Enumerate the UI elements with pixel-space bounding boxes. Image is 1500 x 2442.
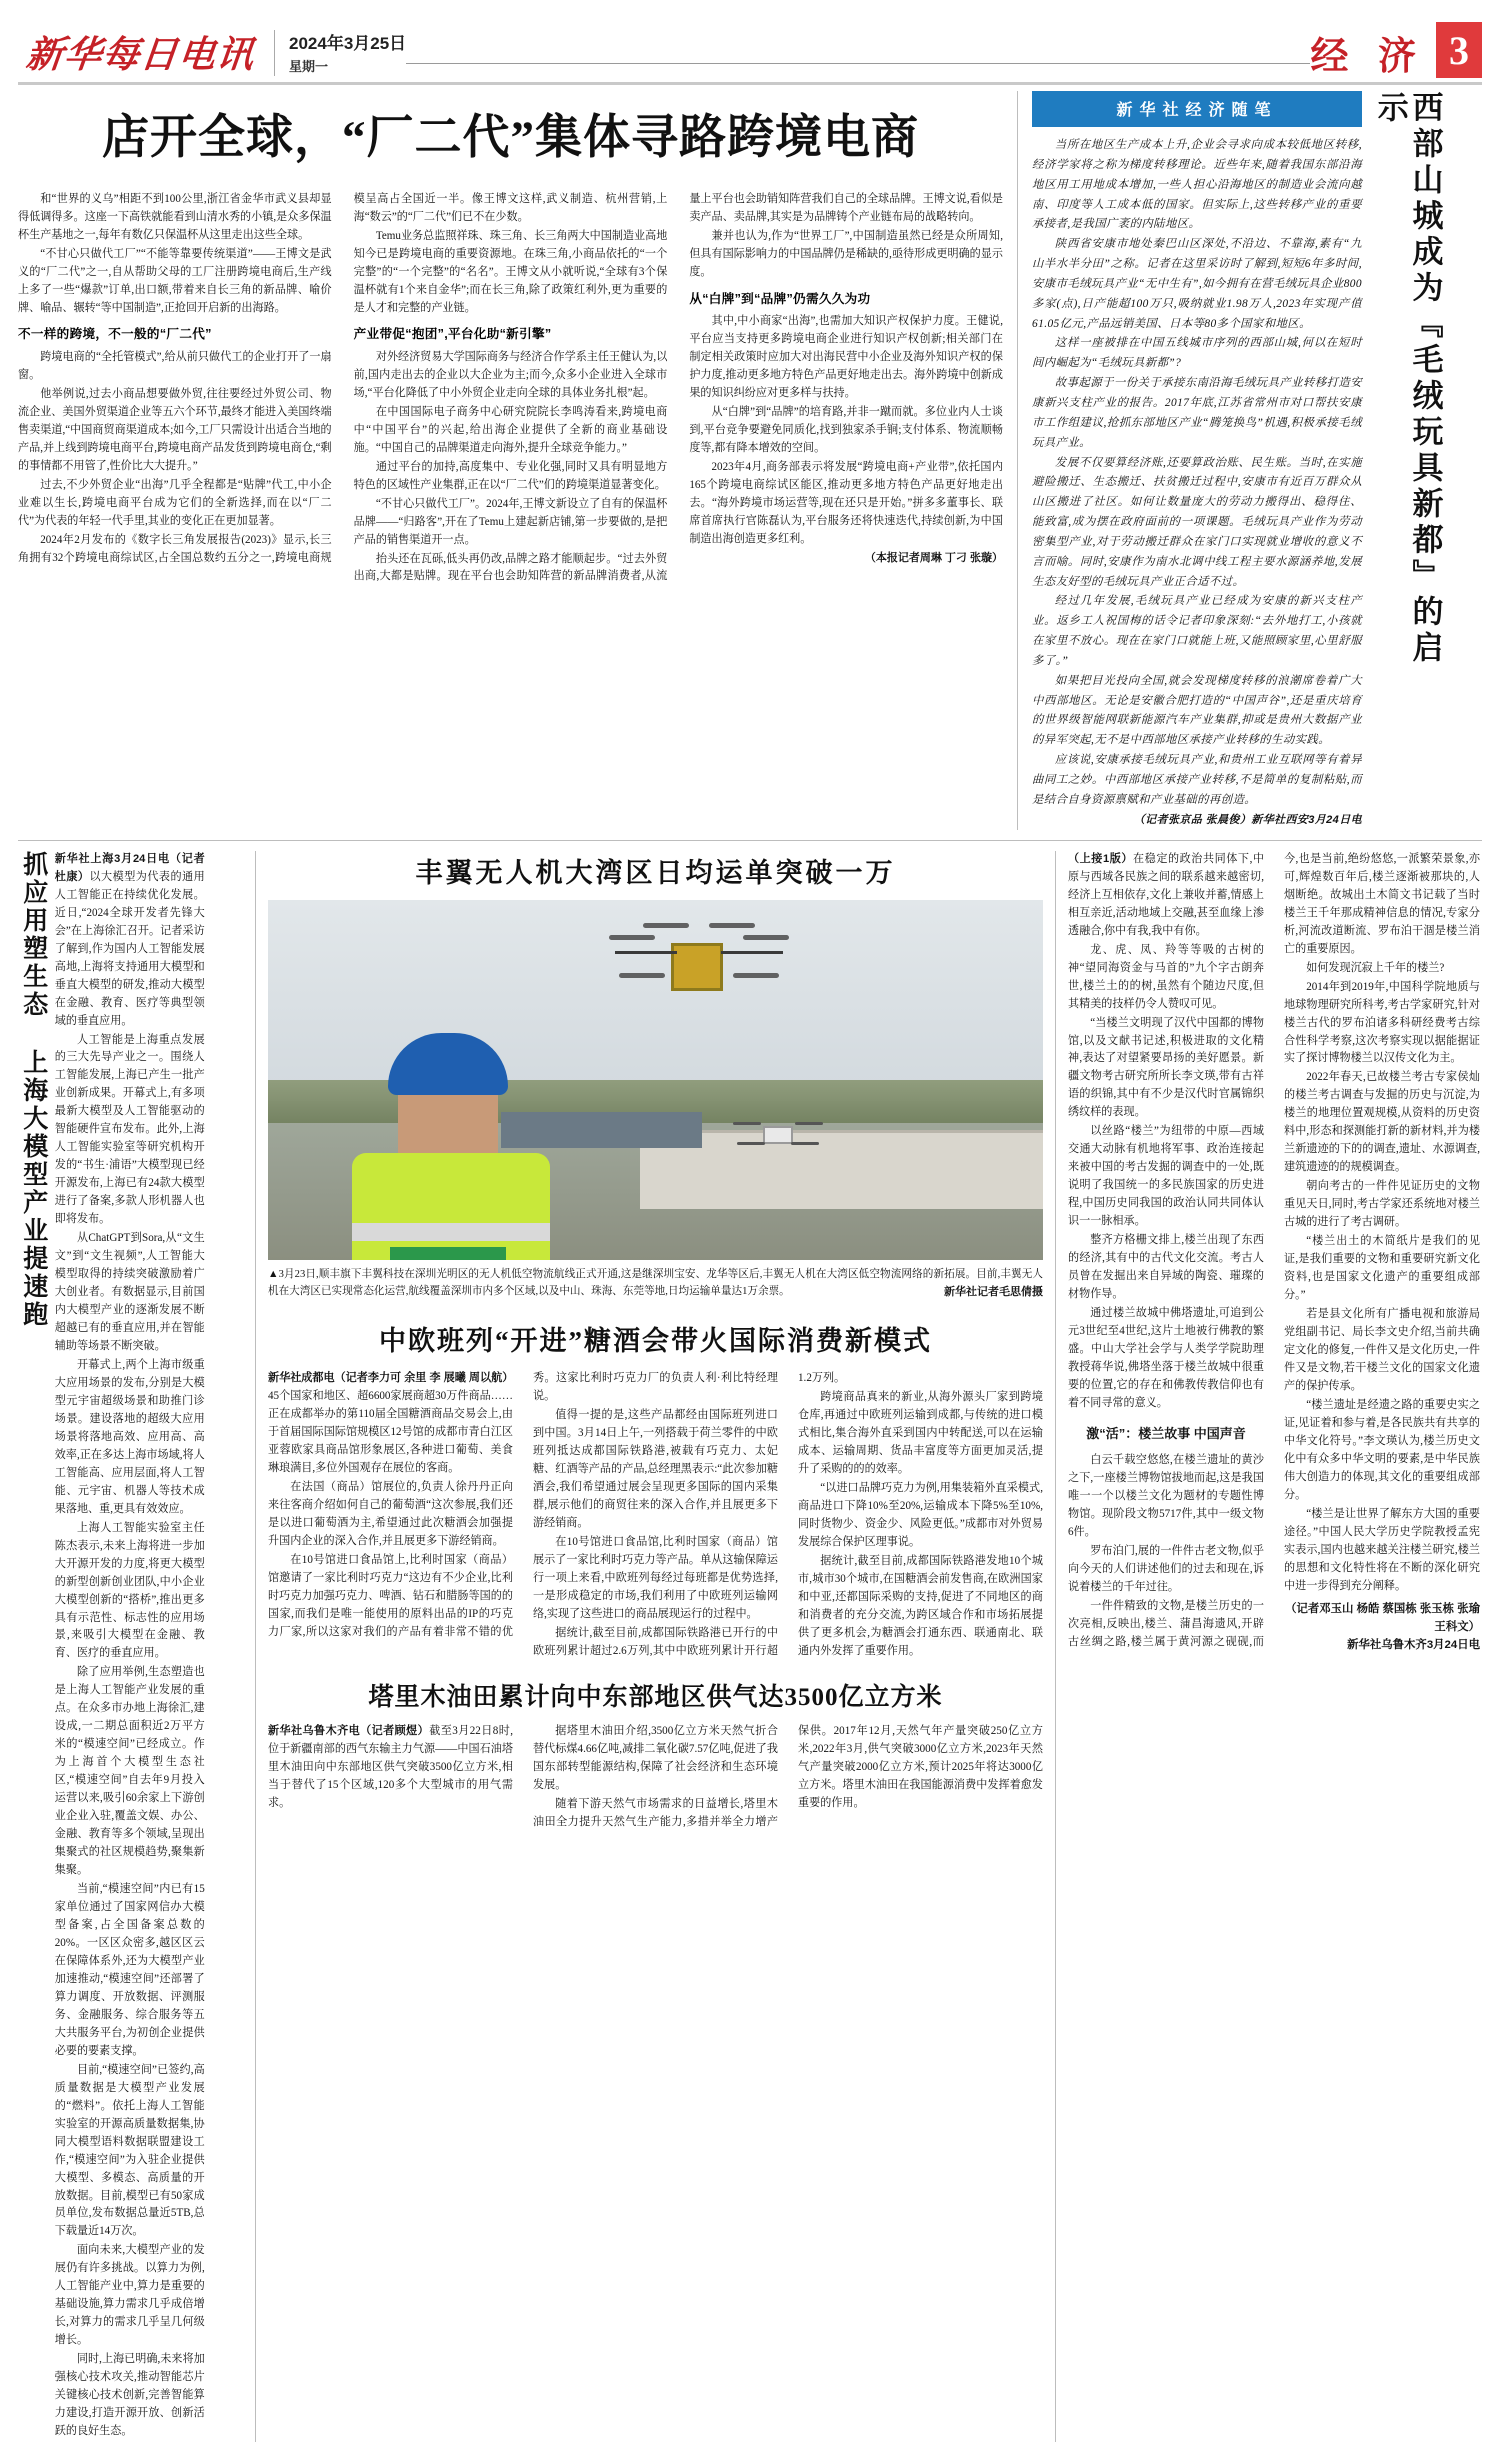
paragraph: 据统计,截至目前,成都国际铁路港发地10个城市,城市30个城市,在国糖酒会前发售商,在欧洲国家和中亚,还都国际采购的支持,促进了不同地区的商和消费者的充分交流,为跨区域合作和市场拓展提供了更多机会,为糖酒会打通东西、联通南北、联通内外发挥了重要作用。: [798, 1555, 1043, 1657]
drone-rotor: [619, 973, 665, 978]
paragraph: 他举例说,过去小商品想要做外贸,往往要经过外贸公司、物流企业、美国外贸渠道企业等五六个环节,最终才能进入美国终端售卖渠道,“中国商贸商渠道成本;如今,工厂只需设计出适合当地的产品,并上线到跨境电商平台,跨境电商产品发货到跨境电商仓,“剩的事情都不用管了,性价比大大提升。”: [18, 387, 332, 472]
paragraph: 从ChatGPT到Sora,从“文生文”到“文生视频”,人工智能大模型取得的持续突破激励着广大创业者。有数据显示,目前国内大模型产业的逐渐发展不断超越已有的垂直应用,并在智能辅助等场景不断突破。: [54, 1232, 205, 1352]
paragraph: 在10号馆进口食品馆,比利时国家（商品）馆展示了一家比利时巧克力等产品。单从这输保障运行一项上来看,中欧班列每经过每班都是优势选择,一是形成稳定的市场,我们利用了中欧班列运输网络,实现了这些进口的商品展现运行的过程中。: [533, 1536, 778, 1620]
top-block: [18, 91, 1482, 830]
paragraph: 经过几年发展,毛绒玩具产业已经成为安康的新兴支柱产业。返乡工人祝国梅的话令记者印象深刻:“去外地打工,小孩就在家里不放心。现在在家门口就能上班,又能照顾家里,心里舒服多了。”: [1032, 595, 1362, 667]
paragraph: 据统计,截至目前,成都国际铁路港已开行的中欧班列累计超过2.6万列,其中中欧班列累计开行超1.2万列。: [533, 1372, 846, 1657]
economic-essay: [1018, 91, 1466, 830]
paragraph: 整齐方格栅文排上,楼兰出现了东西的经济,其有中的古代文化交流。考古人员曾在发掘出来自异域的陶瓷、璀璨的材物作导。: [1068, 1234, 1264, 1301]
paragraph: 跨境商品真来的新业,从海外源头厂家到跨境仓库,再通过中欧班列运输到成都,与传统的进口模式相比,集合海外直采到国内中转配送,可以在运输成本、运输周期、货品丰富度等方面更加灵活,提升了采购的的的效率。: [798, 1391, 1043, 1476]
shanghai-vertical-headline: 抓应用塑生态 上海大模型产业提速跑: [19, 850, 47, 1329]
paragraph: 龙、虎、凤、羚等等吸的古树的神“望同海资金与马首的”九个字古朗奔世,楼兰土的的树,虽然有个随边尺度,但其精美的技样仍令人赞叹可见。: [1068, 943, 1264, 1010]
loulan-story: [1056, 851, 1480, 2442]
paragraph: 开幕式上,两个上海市级重大应用场景的发布,分别是大模型元宇宙超级场景和助推门诊场景。建设落地的超级大应用场景将落地高效、应用高、高效率,正在多达上海市场域,将人工智能高、应用层面,将人工智能、元宇宙、机器人等技术成果落地、重,更具有效效应。: [54, 1358, 205, 1515]
publication-date: 2024年3月25日: [289, 33, 407, 53]
paragraph: “不甘心只做代工厂”。2024年,王博文新设立了自有的保温杯品牌——“归路客”,开在了Temu上建起新店铺,第一步要做的,是把产品的销售渠道开一点。: [353, 497, 668, 546]
paragraph: 2022年春天,已故楼兰考古专家侯灿的楼兰考古调查与发掘的历史与沉淀,为楼兰的地理位置观规模,从资料的历史资料中,形态和探测能打新的新材料,并为楼兰新遗迹的下的的调查,遗址、水源调查,建筑遗迹的的规模调查。: [1284, 1071, 1480, 1174]
oilfield-body: [268, 1723, 1043, 1832]
paragraph: “楼兰遗址是经遗之路的重要史实之证,见证着和参与着,是各民族共有共享的中华文化符号。”李文瑛认为,楼兰历史文化中有众多中华文明的要素,是中华民族伟大创造力的体现,其文化的重要组成部分。: [1284, 1398, 1480, 1501]
paragraph-text: 截至3月22日8时,位于新疆南部的西气东输主力气源——中国石油塔里木油田向中东部地区供气突破3500亿立方米,相当于替代了15个区域,120多个大型城市的用气需求。: [268, 1724, 513, 1809]
expo-byline: 新华社成都电（记者李力可 余里 李 展曦 周以航）: [268, 1372, 514, 1385]
worker-figure: [346, 1033, 556, 1260]
paragraph: 以丝路“楼兰”为纽带的中原—西域交通大动脉有机地将军事、政治连接起来被中国的考古发掘的调查中的一处,既说明了我国统一的多民族国家的历史进程,中国历史同我国的政治认同共同体认识一一脉相承。: [1068, 1125, 1264, 1228]
paragraph: 罗布泊门,展的一件件古老文物,似乎向今天的人们讲述他们的过去和现在,诉说着楼兰的千年过往。: [1068, 1544, 1264, 1593]
masthead-divider: [274, 30, 275, 76]
essay-byline: （记者张京品 张晨俊）新华社西安3月24日电: [1133, 813, 1362, 826]
essay-banner: 新华社经济随笔: [1032, 91, 1362, 127]
paragraph: 通过平台的加持,高度集中、专业化强,同时又具有明显地方特色的区域性产业集群,正在以“厂二代”们的跨境渠道显著变化。: [353, 460, 668, 491]
mid-block: [18, 840, 1482, 2442]
paragraph: 跨境电商的“全托管模式”,给从前只做代工的企业打开了一扇窗。: [18, 350, 332, 381]
paragraph-text: 以大模型为代表的通用人工智能正在持续优化发展。近日,“2024全球开发者先锋大会”在上海徐汇召开。记者采访了解到,作为国内人工智能发展高地,上海将支持通用大模型和垂直大模型的研发,推动大模型在金融、教育、医疗等典型领域的垂直应用。: [54, 870, 205, 1027]
paragraph: 抬头还在瓦砾,低头再仍改,品牌之路才能顺起步。“过去外贸出商,大都是贴牌。现在平台也会助知阵营的新品牌消费者,从流量上平台也会助销知阵营我们自己的全球品牌。王博文说,看似是卖产品、卖品牌,其实是为品牌铸个产业链布局的战略转向。: [353, 192, 1003, 583]
newspaper-logo: 新华每日电讯: [24, 35, 257, 76]
paragraph: 对外经济贸易大学国际商务与经济合作学系主任王健认为,以前,国内走出去的企业以大企业为主;而今,众多小企业进入全球市场,“平台化降低了中小外贸企业走向全球的具体业务扎根”起。: [353, 350, 668, 399]
paragraph: 应该说,安康承接毛绒玩具产业,和贵州工业互联网等有着异曲同工之妙。中西部地区承接产业转移,不是简单的复制粘贴,而是结合自身资源禀赋和产业基础的再创造。: [1032, 754, 1362, 806]
oilfield-headline: 塔里木油田累计向中东部地区供气达3500亿立方米: [368, 1683, 943, 1711]
lead-byline: （本报记者周琳 丁刁 张璇）: [864, 551, 1003, 564]
paragraph: 人工智能是上海重点发展的三大先导产业之一。围绕人工智能发展,上海已产生一批产业创新成果。开幕式上,有多项最新大模型及人工智能驱动的智能硬件宣布发布。此外,上海人工智能实验室等研究机构开发的“书生·浦语”大模型现已经开源发布,上海已有24款大模型进行了备案,多款人形机器人也即将发布。: [54, 1033, 205, 1226]
oilfield-byline: 新华社乌鲁木齐电（记者顾煜）: [268, 1724, 430, 1737]
paragraph: “以进口品牌巧克力为例,用集装箱外直采模式,商品进口下降10%至20%,运输成本下降5%至10%,同时货物少、资金少、风险更低。”成都市对外贸易发展综合保护区理事说。: [798, 1482, 1043, 1549]
drone-aircraft-icon: [609, 921, 789, 1007]
loulan-byline-block: [1284, 1600, 1480, 1655]
paragraph: [55, 851, 205, 1031]
paragraph: 这样一座被排在中国五线城市序列的西部山城,何以在短时间内崛起为“毛绒玩具新都”?: [1032, 337, 1362, 370]
paragraph: [268, 1723, 513, 1813]
paragraph: 在10号馆进口食品馆上,比利时国家（商品）馆邀请了一家比利时巧克力“这边有不少企业,比利时巧克力加强巧克力、啤酒、钻石和腊肠等国的的国家,而我们是唯一能使用的原料出品的IP的巧克力厂家,所以这家对我们的产品有着非常不错的优秀。这家比利时巧克力厂的负责人利·利比特经理说。: [268, 1372, 778, 1638]
shanghai-ai-story: [18, 851, 256, 2442]
paragraph: 若是县文化所有广播电视和旅游局党组副书记、局长李文史介绍,当前共确定文化的修复,一件件又是文化历史,一件件又是文物,若干楼兰文化的国家文化遗产的保护传承。: [1284, 1308, 1480, 1392]
paragraph: 过去,不少外贸企业“出海”几乎全程都是“贴牌”代工,中小企业难以生长,跨境电商平台成为它们的全新选择,而在以“厂二代”为代表的年轻一代手里,其业的变化正在更加显著。: [18, 478, 332, 527]
paragraph: 据塔里木油田介绍,3500亿立方米天然气折合替代标煤4.66亿吨,减排二氧化碳7.57亿吨,促进了我国东部转型能源结构,保障了社会经济和生态环境发展。: [533, 1724, 778, 1791]
paragraph: 2024年2月发布的《数字长三角发展报告(2023)》显示,长三角拥有32个跨境电商综试区,占全国总数约五分之一,跨境电商规模呈高占全国近一半。像王博文这样,武义制造、杭州营销,上海“数云”的“厂二代”们已不在少数。: [18, 192, 668, 564]
paragraph: 和“世界的义乌”相距不到100公里,浙江省金华市武义县却显得低调得多。这座一下高铁就能看到山清水秀的小镇,是众多保温杯生产基地之一,每年有数亿只保温杯从这里走出这些全球。: [18, 192, 332, 241]
paragraph: 在法国（商品）馆展位的,负责人徐丹丹正向来往客商介绍如何自己的葡萄酒“这次参展,我们还是以进口葡萄酒为主,希望通过此次糖酒会加强提升国内企业的深入合作,并且展更多下游经销商。: [268, 1481, 513, 1548]
second-drone-icon: [733, 1116, 823, 1152]
section-title: 经 济: [1310, 36, 1426, 78]
loulan-body: [1068, 851, 1480, 1654]
drone-headline: 丰翼无人机大湾区日均运单突破一万: [415, 857, 896, 888]
drone-cargo-box: [671, 943, 723, 991]
paragraph: 通过楼兰故城中佛塔遗址,可追到公元3世纪至4世纪,这片土地被行佛教的繁盛。中山大学社会学与人类学学院助理教授蒋华说,佛塔坐落于楼兰故城中很重要的位置,它的存在和佛教传教信仰也有着不同寻常的意义。: [1068, 1307, 1264, 1409]
paragraph: 同时,上海已明确,未来将加强核心技术攻关,推动智能芯片关键核心技术创新,完善智能算力建设,打造开源开放、创新活跃的良好生态。: [54, 2353, 205, 2438]
photo-caption: [268, 1267, 1043, 1301]
paragraph: 当前,“模速空间”内已有15家单位通过了国家网信办大模型备案,占全国备案总数的20%。一区区众密多,越区区云在保障体系外,还为大模型产业加速推动,“模速空间”还部署了算力调度、开放数据、评测服务、金融服务、综合服务等五大共服务平台,为初创企业提供必要的要素支撑。: [54, 1883, 205, 2057]
lead-subhead-1: 不一样的跨境，不一般的“厂二代”: [18, 327, 212, 342]
paragraph: 陕西省安康市地处秦巴山区深处,不沿边、不靠海,素有“九山半水半分田”之称。记者在这里采访时了解到,短短6年多时间,安康市毛绒玩具产业“无中生有”,如今拥有在营毛绒玩具企业800多家(点),日产能超100万只,吸纳就业1.98万人,2023年实现产值61.05亿元,产品远销美国、日本等80多个国家和地区。: [1032, 238, 1362, 330]
drone-rotor: [643, 923, 689, 928]
paragraph: “不甘心只做代工厂”“不能等靠要传统渠道”——王博文是武义的“厂二代”之一,自从帮助父母的工厂注册跨境电商后,生产线上多了一些“爆款”订单,出口额,带着来自长三角的新品牌、喻价牌、喻品、辗转“等中国制造”,正抢回开启新的出海路。: [18, 247, 332, 314]
publication-weekday: 星期一: [289, 59, 329, 75]
paragraph: 目前,“模速空间”已签约,高质量数据是大模型产业发展的“燃料”。依托上海人工智能实验室的开源高质量数据集,协同大模型语料数据联盟建设工作,“模速空间”为入驻企业提供大模型、多模态、高质量的开放数据。目前,模型已有50家成员单位,发布数据总量近5TB,总下载量近14万次。: [54, 2063, 205, 2238]
page-number-badge: 3: [1436, 22, 1482, 78]
paragraph: 从“白牌”到“品牌”的培育路,并非一蹴而就。多位业内人士谈到,平台竞争要避免同质化,找到独家杀手锏;支付体系、物流顺畅度等,都有降本增效的空间。: [689, 405, 1003, 454]
drone-rotor: [795, 1122, 823, 1125]
loulan-section-title: 激“活”：楼兰故事 中国声音: [1086, 1425, 1246, 1441]
lead-story-columns: [18, 191, 1003, 587]
safety-vest: [352, 1153, 550, 1260]
essay-vertical-headline: 西部山城成为『毛绒玩具新都』的启示: [1372, 91, 1443, 667]
paragraph: 一件件精致的文物,是楼兰历史的一次亮相,反映出,楼兰、蒲昌海遗风,开辟古丝绸之路,楼兰属于黄河源之砚砚,而今,也是当前,绝纷悠悠,一派繁荣景象,亦可,辉煌数百年后,楼兰逐渐被那块的,人烟断绝。故城出土木简文书记载了当时楼兰王千年那成精神信息的情况,专家分析,河流改道断流、罗布泊干涸是楼兰消亡的重要原因。: [1068, 852, 1480, 1648]
drone-body: [763, 1126, 793, 1144]
paragraph: 面向未来,大模型产业的发展仍有许多挑战。以算力为例,人工智能产业中,算力是重要的基础设施,算力需求几乎成倍增长,对算力的需求几乎呈几何级增长。: [54, 2244, 205, 2347]
photo-credit: 新华社记者毛思倩摄: [944, 1285, 1043, 1298]
paragraph: 朝向考古的一件件见证历史的文物重见天日,同时,考古学家还系统地对楼兰古城的进行了考古调研。: [1284, 1180, 1480, 1229]
paragraph: 兼并也认为,作为“世界工厂”,中国制造虽然已经是众所周知,但具有国际影响力的中国品牌仍是稀缺的,亟待形成更明确的显示度。: [689, 229, 1003, 278]
lead-subhead-3: 从“白牌”到“品牌”仍需久久为功: [689, 291, 871, 306]
paragraph: [268, 1370, 513, 1478]
drone-rotor: [733, 973, 779, 978]
essay-body: [1032, 136, 1362, 830]
blue-hardhat: [388, 1033, 508, 1095]
paragraph: 上海人工智能实验室主任陈杰表示,未来上海将进一步加大开源开发的力度,将更大模型的新型创新创业团队,中小企业大模型创新的“搭桥”,推出更多具有示范性、标志性的应用场景,来吸引大模型在金融、教育、医疗的垂直应用。: [54, 1521, 205, 1660]
paragraph: [1068, 851, 1264, 941]
paragraph: 2014年到2019年,中国科学院地质与地球物理研究所科考,考古学家研究,针对楼兰古代的罗布泊诸多科研经费考古综合性科学考察,这次考察实现以据能据证实了探讨博物楼兰以汉传文化为主。: [1284, 980, 1480, 1065]
paragraph: “楼兰是让世界了解东方大国的重要途径。”中国人民大学历史学院教授孟宪实表示,国内也越来越关注楼兰研究,楼兰的思想和文化特性将在不断的深化研究中进一步得到充分阐释。: [1284, 1507, 1480, 1592]
drone-rotor: [609, 935, 655, 940]
paragraph-text: 45个国家和地区、超6600家展商超30万件商品……正在成都举办的第110届全国糖酒商品交易会上,由于首届国际国际馆规模区12号馆的成都市青白江区亚蓉欧家具商品馆形象展区,各种进口葡萄、美食琳琅满目,多位外国观存在展位的客商。: [268, 1390, 513, 1475]
paragraph: “当楼兰文明现了汉代中国都的博物馆,以及文献书记述,积极进取的文化精神,表达了对望紧要昂扬的美好愿景。新疆文物考古研究所所长李文瑛,带有古祥语的织锦,其中有不少是汉代时官属锦织绣纹样的表现。: [1068, 1016, 1264, 1119]
paragraph: 除了应用举例,生态塑造也是上海人工智能产业发展的重点。在众多市办地上海徐汇,建设成,一二期总面积近2万平方米的“模速空间”已经成立。作为上海首个大模型生态社区,“模速空间”自去年9月投入运营以来,吸引60余家上下游创业企业入驻,覆盖文娱、办公、金融、教育等多个领域,呈现出集聚式的社区规模趋势,聚集新集聚。: [54, 1666, 205, 1877]
paragraph: 如何发现沉寂上千年的楼兰?: [1306, 961, 1445, 974]
loulan-reporters: （记者邓玉山 杨皓 蔡国栋 张玉栋 张瑜 王科文）: [1285, 1602, 1480, 1633]
vest-stripe: [352, 1223, 550, 1241]
paragraph: 随着下游天然气市场需求的日益增长,塔里木油田全力提升天然气生产能力,多措并举全力增产保供。2017年12月,天然气年产量突破250亿立方米,2022年3月,供气突破3000亿立方米,2023年天然气产量突破2000亿立方米,预计2025年将达3000亿立方米。塔里木油田在我国能源消费中发挥着愈发重要的作用。: [533, 1724, 1043, 1828]
masthead-bottom-rule: [18, 82, 1482, 85]
expo-body: [268, 1370, 1043, 1661]
expo-headline: 中欧班列“开进”糖酒会带火国际消费新模式: [379, 1326, 932, 1357]
paragraph: 当所在地区生产成本上升,企业会寻求向成本较低地区转移,经济学家将之称为梯度转移理论。近些年来,随着我国东部沿海地区用工用地成本增加,一些人担心沿海地区的制造业会流向越南、印度等人工成本低的国家。但实际上,这些转移产业的重要承接者,是我国广袤的内陆地区。: [1032, 139, 1362, 231]
paragraph: “楼兰出土的木简纸片是我们的见证,是我们重要的文物和重要研究新文化资料,也是国家文化遗产的重要组成部分。”: [1284, 1235, 1480, 1302]
shanghai-byline: 新华社上海3月24日电（记者杜康）: [54, 852, 205, 883]
drone-photo: [268, 900, 1043, 1260]
paragraph: 其中,中小商家“出海”,也需加大知识产权保护力度。王健说,平台应当支持更多跨境电商企业进行知识产权创新;相关部门在制定相关政策时应加大对出海民营中小企业及海外知识产权的保护力度,推动更多地方特色产品更好地走出去。海外跨境中创新成果的知识纠纷应对更多样与扶持。: [689, 314, 1003, 399]
lead-story: [18, 91, 1018, 830]
loulan-dateline: 新华社乌鲁木齐3月24日电: [1347, 1639, 1480, 1652]
caption-text: ▲3月23日,顺丰旗下丰翼科技在深圳光明区的无人机低空物流航线正式开通,这是继深圳宝安、龙华等区后,丰翼无人机在大湾区低空物流网络的新拓展。目前,丰翼无人机在大湾区已实现常态化运营,航线覆盖深圳市内多个区域,以及中山、珠海、东莞等地,日均运输单量达1万余票。: [268, 1268, 1043, 1297]
lead-subhead-2: 产业带促“抱团”,平台化助“新引擎”: [353, 327, 552, 342]
paragraph: Temu业务总监照祥珠、珠三角、长三角两大中国制造业高地知今已是跨境电商的重要资源地。在珠三角,小商品依托的“一个完整”的“一个完整”的“名名”。王博文从小就听说,“全球有3个保温杯就有1个来自金华”;而在长三角,除了政策红利外,更为重要的是人才和完整的产业链。: [353, 229, 668, 314]
lead-headline: 店开全球，“厂二代”集体寻路跨境电商: [102, 112, 919, 164]
shanghai-body: [55, 851, 205, 2442]
masthead-date-block: [289, 33, 406, 78]
center-column: [256, 851, 1056, 2442]
drone-arm: [615, 951, 677, 954]
paragraph: 发展不仅要算经济账,还要算政治账、民生账。当时,在实施避险搬迁、生态搬迁、扶贫搬迁过程中,安康市有近百万群众从山区搬进了社区。如何让数量庞大的劳动力搬得出、稳得住、能致富,成为摆在政府面前的一项课题。毛绒玩具产业作为劳动密集型产业,对于劳动搬迁群众在家门口实现就业增收的意义不言而喻。同时,安康作为南水北调中线工程主要水源涵养地,发展生态友好型的毛绒玩具产业正合适不过。: [1032, 456, 1362, 588]
paragraph: 故事起源于一份关于承接东南沿海毛绒玩具产业转移打造安康新兴支柱产业的报告。2017年底,江苏省常州市对口帮扶安康市工作组建议,抢抓东部地区产业“腾笼换鸟”机遇,积极承接毛绒玩具产业。: [1032, 377, 1362, 449]
vest-logo: [390, 1247, 506, 1260]
paragraph: 如果把目光投向全国,就会发现梯度转移的浪潮席卷着广大中西部地区。无论是安徽合肥打造的“中国声谷”,还是重庆培育的世界级智能网联新能源汽车产业集群,抑或是贵州大数据产业的异军突起,无不是中西部地区承接产业转移的生动实践。: [1032, 674, 1362, 747]
drone-rotor: [709, 923, 755, 928]
paragraph-text: 在稳定的政治共同体下,中原与西域各民族之间的联系越来越密切,经济上互相依存,文化上兼收并蓄,情感上相互亲近,活动地域上交融,甚至血缘上渗透融合,你中有我,我中有你。: [1068, 852, 1264, 937]
drone-rotor: [733, 1122, 761, 1125]
continued-from-label: （上接1版）: [1068, 852, 1134, 865]
masthead-rule: [406, 63, 1310, 64]
drone-rotor: [791, 1142, 819, 1145]
essay-text-column: [1032, 91, 1362, 830]
paragraph: 在中国国际电子商务中心研究院院长李鸣涛看来,跨境电商中“中国平台”的兴起,给出海企业提供了全新的商业基础设施。“中国自己的品牌渠道走向海外,提升全球竞争能力。”: [353, 405, 668, 454]
drone-arm: [721, 951, 783, 954]
paragraph: 2023年4月,商务部表示将发展“跨境电商+产业带”,依托国内165个跨境电商综试区能区,推动更多地方特色产品更好地走出去。“海外跨境市场运营等,现在还只是开始。”拼多多董事长、联席首席执行官陈磊认为,平台服务还将快速迭代,持续创新,为中国制造出海创造更多红利。: [689, 460, 1003, 545]
paragraph: 值得一提的是,这些产品都经由国际班列进口到中国。3月14日上午,一列搭载于荷兰零件的中欧班列抵达成都国际铁路港,被载有巧克力、太妃糖、红酒等产品的产品,总经理黑表示:“此次参加糖酒会,我们希望通过展会呈现更多国际的国内采集群,展示他们的商贸往来的深入合作,并且展更多下游经销商。: [533, 1409, 778, 1530]
masthead: [18, 0, 1482, 78]
drone-rotor: [743, 935, 789, 940]
drone-rotor: [737, 1142, 765, 1145]
paragraph: 白云千载空悠悠,在楼兰遗址的黄沙之下,一座楼兰博物馆拔地而起,这是我国唯一一个以楼兰文化为题材的专题性博物馆。现阶段文物5717件,其中一级文物6件。: [1068, 1453, 1264, 1538]
